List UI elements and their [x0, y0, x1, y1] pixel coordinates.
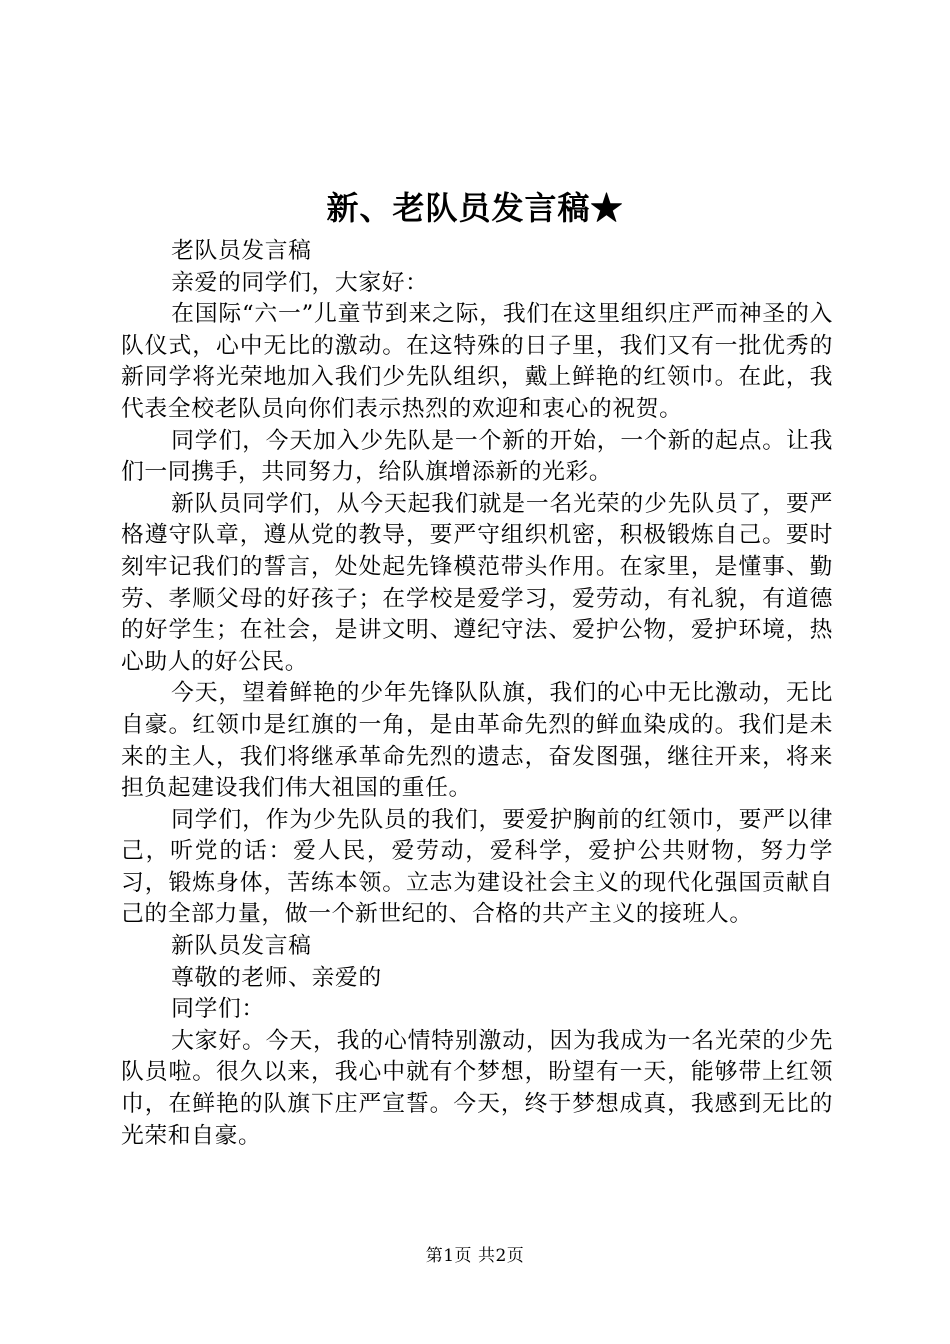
document-body — [121, 236, 833, 1152]
paragraph-pride: 今天，望着鲜艳的少年先锋队队旗，我们的心中无比激动，无比自豪。红领巾是红旗的一角，是由革命先烈的鲜血染成的。我们是未来的主人，我们将继承革命先烈的遗志，奋发图强，继往开来，将来担负起建设我们伟大祖国的重任。 — [121, 680, 833, 802]
paragraph-greeting: 亲爱的同学们，大家好： — [171, 269, 429, 296]
paragraph-new-member-heading: 新队员发言稿 — [171, 933, 312, 960]
paragraph-salutation-2: 同学们： — [171, 996, 265, 1023]
document-title: 新、老队员发言稿★ — [326, 189, 624, 227]
paragraph-new-start: 同学们，今天加入少先队是一个新的开始，一个新的起点。让我们一同携手，共同努力，给队旗增添新的光彩。 — [121, 427, 833, 486]
paragraph-new-member-speech: 大家好。今天，我的心情特别激动，因为我成为一名光荣的少先队员啦。很久以来，我心中就有个梦想，盼望有一天，能够带上红领巾，在鲜艳的队旗下庄严宣誓。今天，终于梦想成真，我感到无比的光荣和自豪。 — [121, 1027, 833, 1149]
page-footer: 第1页 共2页 — [425, 1246, 525, 1266]
paragraph-responsibilities: 新队员同学们，从今天起我们就是一名光荣的少先队员了，要严格遵守队章，遵从党的教导，要严守组织机密，积极锻炼自己。要时刻牢记我们的誓言，处处起先锋模范带头作用。在家里，是懂事、勤劳、孝顺父母的好孩子；在学校是爱学习，爱劳动，有礼貌，有道德的好学生；在社会，是讲文明、遵纪守法、爱护公物，爱护环境，热心助人的好公民。 — [121, 490, 833, 675]
paragraph-old-member-heading: 老队员发言稿 — [171, 238, 312, 264]
paragraph-conduct: 同学们，作为少先队员的我们，要爱护胸前的红领巾，要严以律己，听党的话：爱人民，爱劳动，爱科学，爱护公共财物，努力学习，锻炼身体，苦练本领。立志为建设社会主义的现代化强国贡献自己的全部力量，做一个新世纪的、合格的共产主义的接班人。 — [121, 806, 833, 928]
paragraph-salutation-1: 尊敬的老师、亲爱的 — [171, 964, 382, 991]
paragraph-intro: 在国际“六一”儿童节到来之际，我们在这里组织庄严而神圣的入队仪式，心中无比的激动。在这特殊的日子里，我们又有一批优秀的新同学将光荣地加入我们少先队组织，戴上鲜艳的红领巾。在此，我代表全校老队员向你们表示热烈的欢迎和衷心的祝贺。 — [121, 301, 833, 422]
